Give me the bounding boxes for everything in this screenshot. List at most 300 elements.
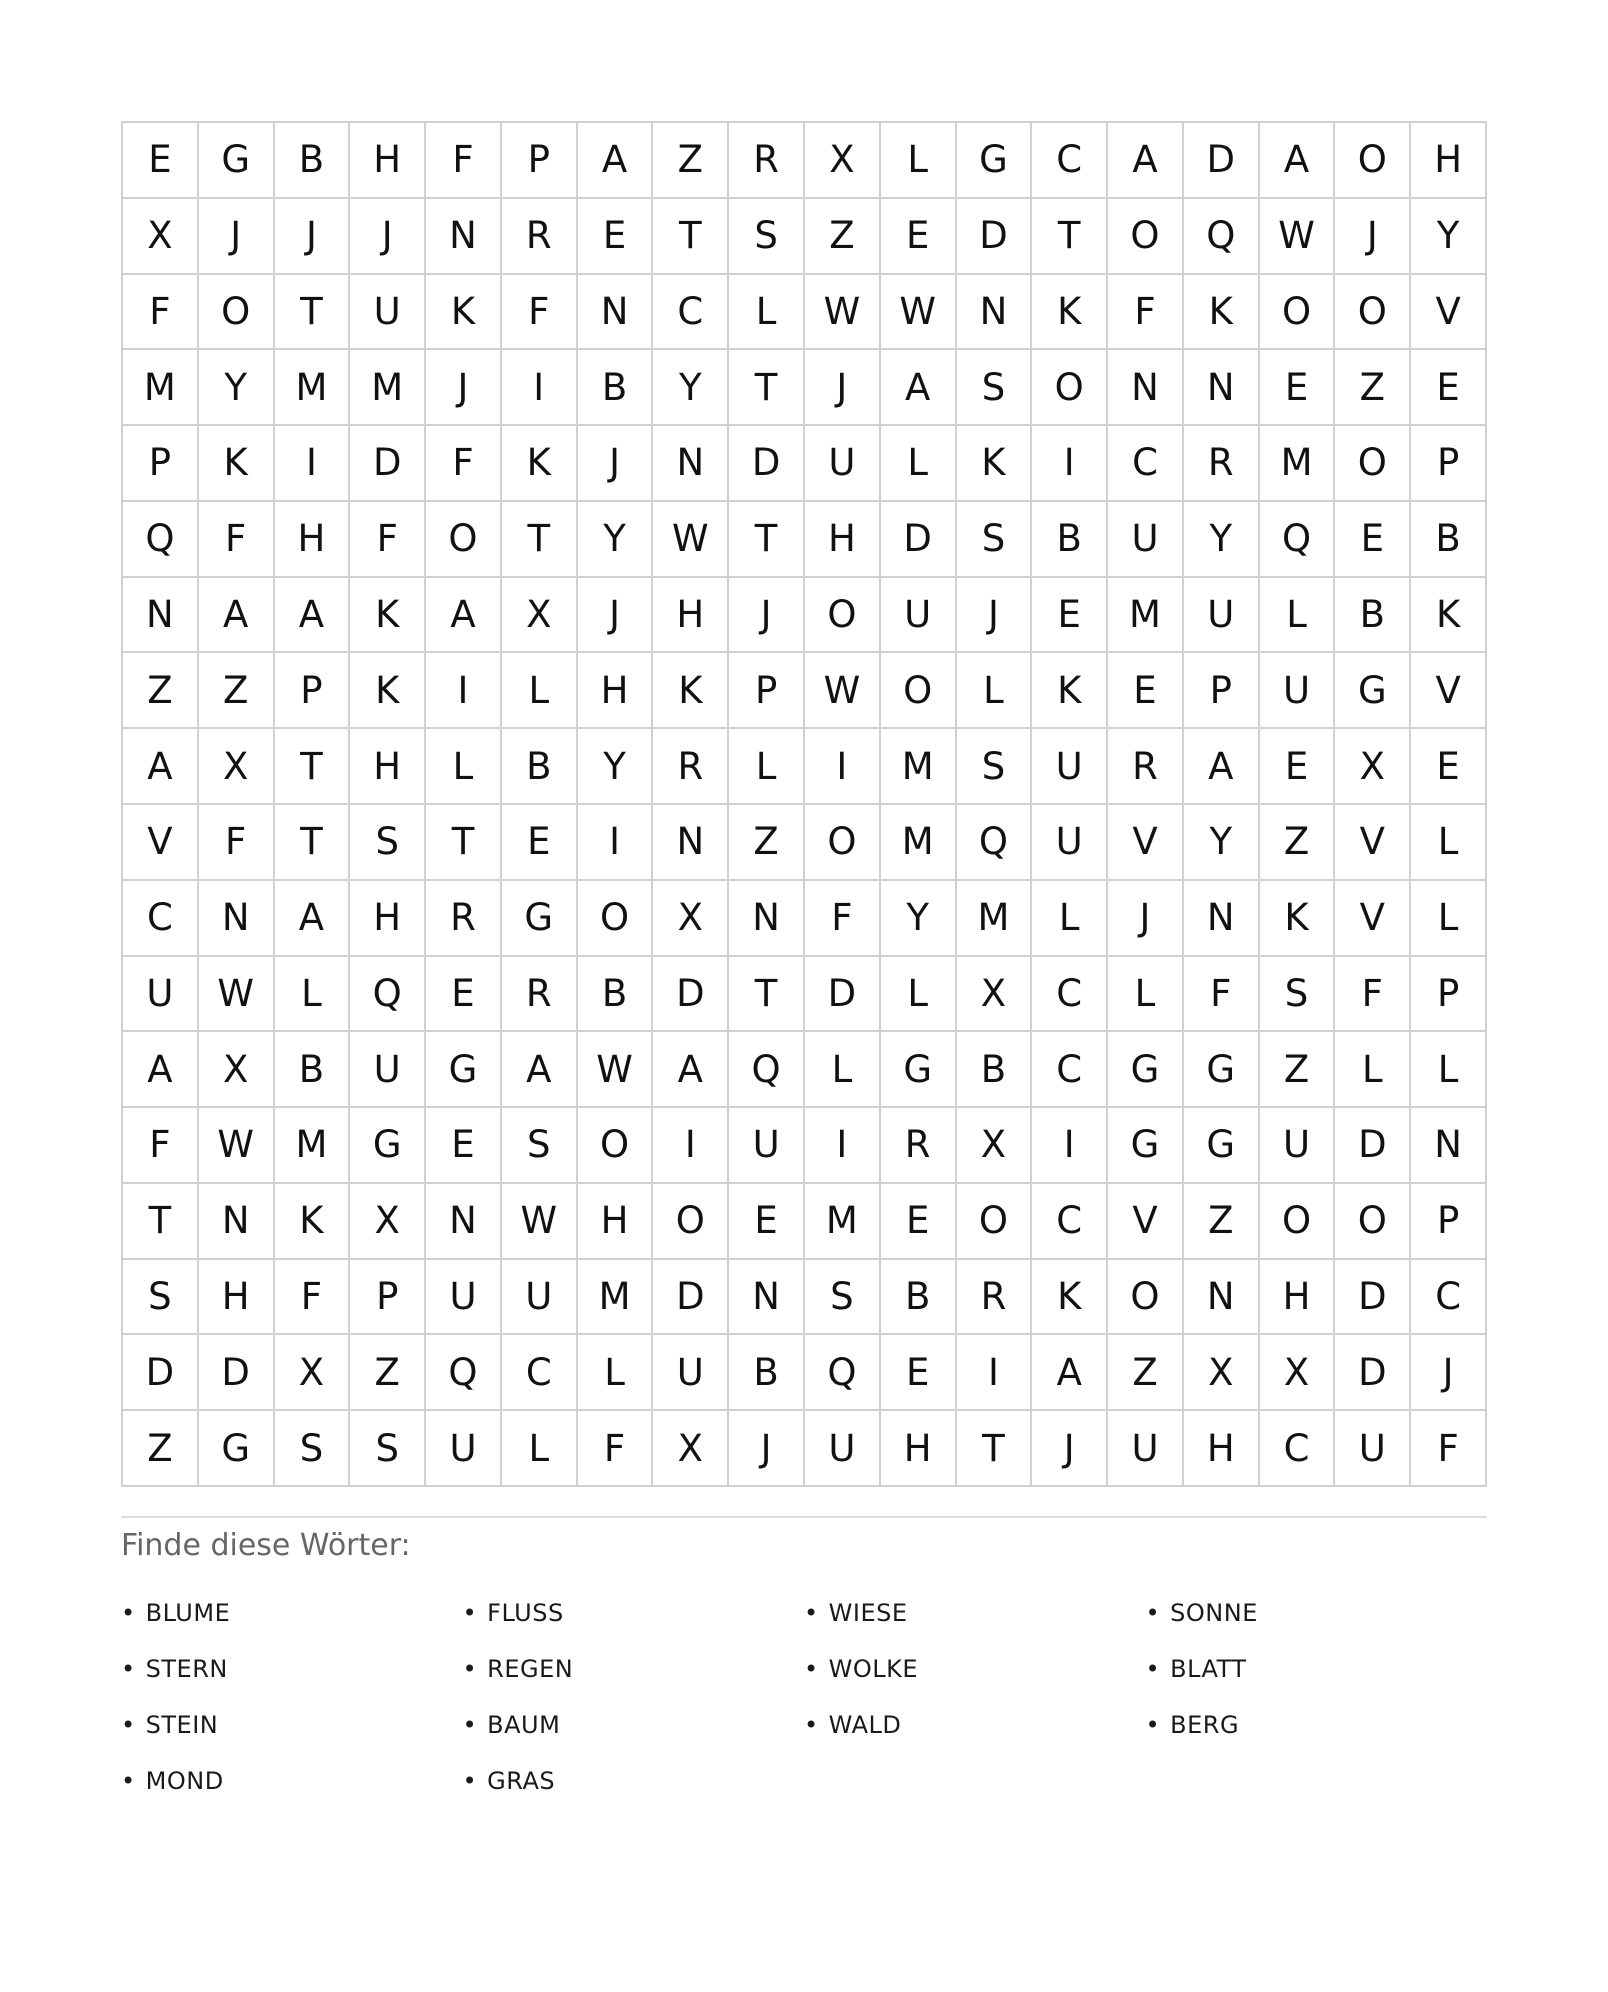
grid-cell[interactable]: A	[199, 578, 275, 654]
grid-cell[interactable]: Z	[350, 1335, 426, 1411]
grid-cell[interactable]: G	[1335, 653, 1411, 729]
grid-cell[interactable]: S	[350, 1411, 426, 1487]
grid-cell[interactable]: R	[1184, 426, 1260, 502]
grid-cell[interactable]: U	[426, 1260, 502, 1336]
grid-cell[interactable]: U	[350, 1032, 426, 1108]
grid-cell[interactable]: L	[1260, 578, 1336, 654]
grid-cell[interactable]: B	[275, 123, 351, 199]
grid-cell[interactable]: Y	[578, 502, 654, 578]
grid-cell[interactable]: O	[199, 275, 275, 351]
grid-cell[interactable]: W	[881, 275, 957, 351]
grid-cell[interactable]: Z	[729, 805, 805, 881]
grid-cell[interactable]: M	[805, 1184, 881, 1260]
grid-cell[interactable]: Y	[881, 881, 957, 957]
grid-cell[interactable]: I	[1032, 1108, 1108, 1184]
grid-cell[interactable]: K	[426, 275, 502, 351]
grid-cell[interactable]: J	[199, 199, 275, 275]
grid-cell[interactable]: L	[1108, 957, 1184, 1033]
grid-cell[interactable]: Y	[653, 350, 729, 426]
grid-cell[interactable]: C	[1260, 1411, 1336, 1487]
grid-cell[interactable]: O	[1335, 275, 1411, 351]
grid-cell[interactable]: N	[653, 426, 729, 502]
grid-cell[interactable]: D	[1335, 1335, 1411, 1411]
grid-cell[interactable]: T	[426, 805, 502, 881]
grid-cell[interactable]: O	[1335, 426, 1411, 502]
grid-cell[interactable]: E	[426, 1108, 502, 1184]
grid-cell[interactable]: M	[350, 350, 426, 426]
grid-cell[interactable]: T	[1032, 199, 1108, 275]
grid-cell[interactable]: P	[1411, 1184, 1487, 1260]
grid-cell[interactable]: K	[350, 653, 426, 729]
grid-cell[interactable]: L	[881, 957, 957, 1033]
grid-cell[interactable]: V	[1108, 1184, 1184, 1260]
grid-cell[interactable]: H	[578, 653, 654, 729]
grid-cell[interactable]: F	[123, 275, 199, 351]
grid-cell[interactable]: B	[578, 957, 654, 1033]
grid-cell[interactable]: B	[1032, 502, 1108, 578]
grid-cell[interactable]: Z	[123, 1411, 199, 1487]
grid-cell[interactable]: J	[805, 350, 881, 426]
grid-cell[interactable]: T	[275, 805, 351, 881]
grid-cell[interactable]: D	[957, 199, 1033, 275]
grid-cell[interactable]: I	[426, 653, 502, 729]
grid-cell[interactable]: J	[578, 426, 654, 502]
grid-cell[interactable]: W	[653, 502, 729, 578]
grid-cell[interactable]: Z	[1335, 350, 1411, 426]
grid-cell[interactable]: W	[502, 1184, 578, 1260]
grid-cell[interactable]: A	[653, 1032, 729, 1108]
grid-cell[interactable]: P	[123, 426, 199, 502]
grid-cell[interactable]: E	[1032, 578, 1108, 654]
grid-cell[interactable]: I	[957, 1335, 1033, 1411]
grid-cell[interactable]: Q	[1260, 502, 1336, 578]
grid-cell[interactable]: U	[1032, 729, 1108, 805]
grid-cell[interactable]: O	[1108, 199, 1184, 275]
grid-cell[interactable]: Y	[578, 729, 654, 805]
grid-cell[interactable]: X	[957, 1108, 1033, 1184]
grid-cell[interactable]: I	[502, 350, 578, 426]
grid-cell[interactable]: D	[1184, 123, 1260, 199]
grid-cell[interactable]: Q	[426, 1335, 502, 1411]
grid-cell[interactable]: B	[957, 1032, 1033, 1108]
grid-cell[interactable]: P	[1184, 653, 1260, 729]
grid-cell[interactable]: Z	[1260, 1032, 1336, 1108]
grid-cell[interactable]: H	[275, 502, 351, 578]
grid-cell[interactable]: M	[1260, 426, 1336, 502]
grid-cell[interactable]: H	[350, 729, 426, 805]
grid-cell[interactable]: G	[881, 1032, 957, 1108]
grid-cell[interactable]: X	[957, 957, 1033, 1033]
grid-cell[interactable]: X	[1335, 729, 1411, 805]
grid-cell[interactable]: P	[502, 123, 578, 199]
grid-cell[interactable]: K	[957, 426, 1033, 502]
grid-cell[interactable]: Q	[957, 805, 1033, 881]
grid-cell[interactable]: T	[729, 350, 805, 426]
grid-cell[interactable]: T	[275, 729, 351, 805]
grid-cell[interactable]: E	[881, 1335, 957, 1411]
grid-cell[interactable]: X	[805, 123, 881, 199]
grid-cell[interactable]: F	[275, 1260, 351, 1336]
grid-cell[interactable]: K	[1260, 881, 1336, 957]
grid-cell[interactable]: N	[1184, 350, 1260, 426]
grid-cell[interactable]: N	[653, 805, 729, 881]
grid-cell[interactable]: Q	[729, 1032, 805, 1108]
grid-cell[interactable]: N	[123, 578, 199, 654]
grid-cell[interactable]: L	[881, 123, 957, 199]
grid-cell[interactable]: L	[957, 653, 1033, 729]
grid-cell[interactable]: D	[729, 426, 805, 502]
grid-cell[interactable]: O	[653, 1184, 729, 1260]
grid-cell[interactable]: L	[502, 653, 578, 729]
grid-cell[interactable]: A	[426, 578, 502, 654]
grid-cell[interactable]: W	[199, 957, 275, 1033]
grid-cell[interactable]: W	[578, 1032, 654, 1108]
grid-cell[interactable]: N	[426, 199, 502, 275]
grid-cell[interactable]: B	[275, 1032, 351, 1108]
grid-cell[interactable]: U	[1260, 1108, 1336, 1184]
grid-cell[interactable]: M	[1108, 578, 1184, 654]
grid-cell[interactable]: L	[1335, 1032, 1411, 1108]
grid-cell[interactable]: R	[426, 881, 502, 957]
grid-cell[interactable]: U	[1184, 578, 1260, 654]
grid-cell[interactable]: U	[1108, 502, 1184, 578]
grid-cell[interactable]: E	[1335, 502, 1411, 578]
grid-cell[interactable]: U	[653, 1335, 729, 1411]
grid-cell[interactable]: G	[426, 1032, 502, 1108]
grid-cell[interactable]: N	[1184, 881, 1260, 957]
grid-cell[interactable]: J	[729, 578, 805, 654]
grid-cell[interactable]: Y	[199, 350, 275, 426]
grid-cell[interactable]: X	[653, 1411, 729, 1487]
grid-cell[interactable]: R	[502, 199, 578, 275]
grid-cell[interactable]: C	[123, 881, 199, 957]
grid-cell[interactable]: Q	[123, 502, 199, 578]
grid-cell[interactable]: K	[1032, 653, 1108, 729]
grid-cell[interactable]: S	[350, 805, 426, 881]
grid-cell[interactable]: O	[805, 805, 881, 881]
grid-cell[interactable]: U	[1032, 805, 1108, 881]
grid-cell[interactable]: Z	[1184, 1184, 1260, 1260]
grid-cell[interactable]: K	[1411, 578, 1487, 654]
grid-cell[interactable]: D	[199, 1335, 275, 1411]
grid-cell[interactable]: A	[1032, 1335, 1108, 1411]
grid-cell[interactable]: H	[350, 123, 426, 199]
grid-cell[interactable]: N	[1108, 350, 1184, 426]
grid-cell[interactable]: D	[881, 502, 957, 578]
grid-cell[interactable]: F	[1184, 957, 1260, 1033]
grid-cell[interactable]: F	[199, 805, 275, 881]
grid-cell[interactable]: K	[275, 1184, 351, 1260]
grid-cell[interactable]: N	[1411, 1108, 1487, 1184]
grid-cell[interactable]: W	[199, 1108, 275, 1184]
grid-cell[interactable]: N	[199, 1184, 275, 1260]
grid-cell[interactable]: J	[426, 350, 502, 426]
grid-cell[interactable]: C	[502, 1335, 578, 1411]
grid-cell[interactable]: F	[502, 275, 578, 351]
grid-cell[interactable]: C	[1032, 957, 1108, 1033]
grid-cell[interactable]: I	[275, 426, 351, 502]
grid-cell[interactable]: T	[729, 957, 805, 1033]
grid-cell[interactable]: T	[123, 1184, 199, 1260]
grid-cell[interactable]: Z	[199, 653, 275, 729]
grid-cell[interactable]: J	[957, 578, 1033, 654]
grid-cell[interactable]: A	[578, 123, 654, 199]
grid-cell[interactable]: P	[729, 653, 805, 729]
grid-cell[interactable]: H	[578, 1184, 654, 1260]
grid-cell[interactable]: W	[805, 653, 881, 729]
grid-cell[interactable]: S	[123, 1260, 199, 1336]
grid-cell[interactable]: H	[199, 1260, 275, 1336]
grid-cell[interactable]: E	[1411, 729, 1487, 805]
grid-cell[interactable]: F	[350, 502, 426, 578]
grid-cell[interactable]: G	[1184, 1032, 1260, 1108]
grid-cell[interactable]: K	[1184, 275, 1260, 351]
grid-cell[interactable]: U	[1335, 1411, 1411, 1487]
grid-cell[interactable]: K	[653, 653, 729, 729]
grid-cell[interactable]: S	[957, 502, 1033, 578]
grid-cell[interactable]: E	[1411, 350, 1487, 426]
grid-cell[interactable]: U	[426, 1411, 502, 1487]
grid-cell[interactable]: J	[729, 1411, 805, 1487]
grid-cell[interactable]: L	[1032, 881, 1108, 957]
grid-cell[interactable]: J	[1335, 199, 1411, 275]
grid-cell[interactable]: E	[1108, 653, 1184, 729]
grid-cell[interactable]: C	[1032, 1032, 1108, 1108]
grid-cell[interactable]: H	[1411, 123, 1487, 199]
grid-cell[interactable]: B	[578, 350, 654, 426]
grid-cell[interactable]: E	[1260, 350, 1336, 426]
grid-cell[interactable]: S	[1260, 957, 1336, 1033]
grid-cell[interactable]: B	[1411, 502, 1487, 578]
grid-cell[interactable]: F	[426, 123, 502, 199]
grid-cell[interactable]: I	[805, 1108, 881, 1184]
grid-cell[interactable]: X	[199, 1032, 275, 1108]
grid-cell[interactable]: N	[578, 275, 654, 351]
grid-cell[interactable]: L	[578, 1335, 654, 1411]
grid-cell[interactable]: I	[805, 729, 881, 805]
grid-cell[interactable]: S	[957, 350, 1033, 426]
grid-cell[interactable]: E	[881, 1184, 957, 1260]
grid-cell[interactable]: C	[1032, 1184, 1108, 1260]
grid-cell[interactable]: C	[1032, 123, 1108, 199]
grid-cell[interactable]: D	[1335, 1108, 1411, 1184]
grid-cell[interactable]: G	[1184, 1108, 1260, 1184]
grid-cell[interactable]: H	[653, 578, 729, 654]
grid-cell[interactable]: E	[502, 805, 578, 881]
grid-cell[interactable]: I	[1032, 426, 1108, 502]
grid-cell[interactable]: Y	[1411, 199, 1487, 275]
grid-cell[interactable]: I	[578, 805, 654, 881]
grid-cell[interactable]: V	[1108, 805, 1184, 881]
grid-cell[interactable]: G	[957, 123, 1033, 199]
grid-cell[interactable]: J	[350, 199, 426, 275]
grid-cell[interactable]: L	[1411, 805, 1487, 881]
grid-cell[interactable]: V	[1335, 805, 1411, 881]
grid-cell[interactable]: J	[1032, 1411, 1108, 1487]
grid-cell[interactable]: A	[502, 1032, 578, 1108]
grid-cell[interactable]: X	[1184, 1335, 1260, 1411]
grid-cell[interactable]: J	[275, 199, 351, 275]
grid-cell[interactable]: P	[350, 1260, 426, 1336]
grid-cell[interactable]: O	[1260, 275, 1336, 351]
grid-cell[interactable]: D	[805, 957, 881, 1033]
grid-cell[interactable]: J	[1108, 881, 1184, 957]
grid-cell[interactable]: X	[275, 1335, 351, 1411]
grid-cell[interactable]: O	[578, 1108, 654, 1184]
grid-cell[interactable]: H	[1260, 1260, 1336, 1336]
grid-cell[interactable]: Z	[653, 123, 729, 199]
grid-cell[interactable]: U	[805, 426, 881, 502]
grid-cell[interactable]: F	[805, 881, 881, 957]
grid-cell[interactable]: E	[729, 1184, 805, 1260]
grid-cell[interactable]: P	[1411, 957, 1487, 1033]
grid-cell[interactable]: V	[1411, 275, 1487, 351]
grid-cell[interactable]: I	[653, 1108, 729, 1184]
grid-cell[interactable]: S	[729, 199, 805, 275]
grid-cell[interactable]: C	[1411, 1260, 1487, 1336]
grid-cell[interactable]: G	[502, 881, 578, 957]
grid-cell[interactable]: H	[805, 502, 881, 578]
grid-cell[interactable]: T	[502, 502, 578, 578]
grid-cell[interactable]: F	[123, 1108, 199, 1184]
grid-cell[interactable]: W	[1260, 199, 1336, 275]
grid-cell[interactable]: R	[1108, 729, 1184, 805]
grid-cell[interactable]: A	[1260, 123, 1336, 199]
grid-cell[interactable]: O	[957, 1184, 1033, 1260]
grid-cell[interactable]: G	[1108, 1108, 1184, 1184]
grid-cell[interactable]: A	[123, 729, 199, 805]
grid-cell[interactable]: N	[426, 1184, 502, 1260]
grid-cell[interactable]: S	[805, 1260, 881, 1336]
grid-cell[interactable]: O	[1335, 123, 1411, 199]
grid-cell[interactable]: E	[1260, 729, 1336, 805]
grid-cell[interactable]: C	[1108, 426, 1184, 502]
grid-cell[interactable]: Z	[805, 199, 881, 275]
grid-cell[interactable]: J	[578, 578, 654, 654]
grid-cell[interactable]: D	[653, 957, 729, 1033]
grid-cell[interactable]: T	[275, 275, 351, 351]
grid-cell[interactable]: B	[1335, 578, 1411, 654]
grid-cell[interactable]: M	[275, 1108, 351, 1184]
grid-cell[interactable]: M	[123, 350, 199, 426]
grid-cell[interactable]: D	[350, 426, 426, 502]
grid-cell[interactable]: S	[502, 1108, 578, 1184]
grid-cell[interactable]: U	[123, 957, 199, 1033]
grid-cell[interactable]: M	[881, 805, 957, 881]
grid-cell[interactable]: M	[578, 1260, 654, 1336]
grid-cell[interactable]: S	[275, 1411, 351, 1487]
grid-cell[interactable]: O	[578, 881, 654, 957]
grid-cell[interactable]: D	[653, 1260, 729, 1336]
grid-cell[interactable]: F	[1108, 275, 1184, 351]
grid-cell[interactable]: R	[881, 1108, 957, 1184]
grid-cell[interactable]: N	[729, 1260, 805, 1336]
grid-cell[interactable]: X	[653, 881, 729, 957]
grid-cell[interactable]: B	[729, 1335, 805, 1411]
grid-cell[interactable]: K	[1032, 275, 1108, 351]
grid-cell[interactable]: L	[1411, 881, 1487, 957]
grid-cell[interactable]: R	[502, 957, 578, 1033]
grid-cell[interactable]: U	[502, 1260, 578, 1336]
grid-cell[interactable]: N	[957, 275, 1033, 351]
grid-cell[interactable]: E	[578, 199, 654, 275]
grid-cell[interactable]: A	[275, 578, 351, 654]
grid-cell[interactable]: H	[881, 1411, 957, 1487]
grid-cell[interactable]: M	[881, 729, 957, 805]
grid-cell[interactable]: U	[1260, 653, 1336, 729]
grid-cell[interactable]: L	[1411, 1032, 1487, 1108]
grid-cell[interactable]: Z	[1260, 805, 1336, 881]
grid-cell[interactable]: R	[653, 729, 729, 805]
grid-cell[interactable]: U	[881, 578, 957, 654]
grid-cell[interactable]: O	[881, 653, 957, 729]
grid-cell[interactable]: L	[729, 729, 805, 805]
grid-cell[interactable]: R	[729, 123, 805, 199]
grid-cell[interactable]: A	[881, 350, 957, 426]
grid-cell[interactable]: F	[1335, 957, 1411, 1033]
grid-cell[interactable]: V	[1335, 881, 1411, 957]
grid-cell[interactable]: O	[1260, 1184, 1336, 1260]
grid-cell[interactable]: F	[199, 502, 275, 578]
grid-cell[interactable]: S	[957, 729, 1033, 805]
grid-cell[interactable]: U	[350, 275, 426, 351]
grid-cell[interactable]: H	[350, 881, 426, 957]
grid-cell[interactable]: M	[957, 881, 1033, 957]
grid-cell[interactable]: K	[502, 426, 578, 502]
grid-cell[interactable]: X	[1260, 1335, 1336, 1411]
grid-cell[interactable]: D	[1335, 1260, 1411, 1336]
grid-cell[interactable]: R	[957, 1260, 1033, 1336]
grid-cell[interactable]: P	[275, 653, 351, 729]
grid-cell[interactable]: A	[1184, 729, 1260, 805]
grid-cell[interactable]: Y	[1184, 805, 1260, 881]
grid-cell[interactable]: D	[123, 1335, 199, 1411]
grid-cell[interactable]: L	[805, 1032, 881, 1108]
grid-cell[interactable]: T	[729, 502, 805, 578]
grid-cell[interactable]: Q	[1184, 199, 1260, 275]
grid-cell[interactable]: N	[729, 881, 805, 957]
grid-cell[interactable]: B	[881, 1260, 957, 1336]
grid-cell[interactable]: G	[199, 1411, 275, 1487]
grid-cell[interactable]: Z	[1108, 1335, 1184, 1411]
grid-cell[interactable]: V	[1411, 653, 1487, 729]
grid-cell[interactable]: V	[123, 805, 199, 881]
grid-cell[interactable]: L	[426, 729, 502, 805]
grid-cell[interactable]: O	[1108, 1260, 1184, 1336]
grid-cell[interactable]: F	[578, 1411, 654, 1487]
grid-cell[interactable]: K	[350, 578, 426, 654]
grid-cell[interactable]: X	[350, 1184, 426, 1260]
grid-cell[interactable]: A	[123, 1032, 199, 1108]
grid-cell[interactable]: X	[123, 199, 199, 275]
grid-cell[interactable]: G	[199, 123, 275, 199]
grid-cell[interactable]: G	[350, 1108, 426, 1184]
grid-cell[interactable]: J	[1411, 1335, 1487, 1411]
grid-cell[interactable]: F	[426, 426, 502, 502]
grid-cell[interactable]: K	[199, 426, 275, 502]
grid-cell[interactable]: G	[1108, 1032, 1184, 1108]
grid-cell[interactable]: P	[1411, 426, 1487, 502]
grid-cell[interactable]: C	[653, 275, 729, 351]
grid-cell[interactable]: N	[199, 881, 275, 957]
grid-cell[interactable]: Y	[1184, 502, 1260, 578]
grid-cell[interactable]: T	[653, 199, 729, 275]
grid-cell[interactable]: A	[275, 881, 351, 957]
grid-cell[interactable]: K	[1032, 1260, 1108, 1336]
grid-cell[interactable]: L	[729, 275, 805, 351]
grid-cell[interactable]: U	[1108, 1411, 1184, 1487]
grid-cell[interactable]: O	[1335, 1184, 1411, 1260]
